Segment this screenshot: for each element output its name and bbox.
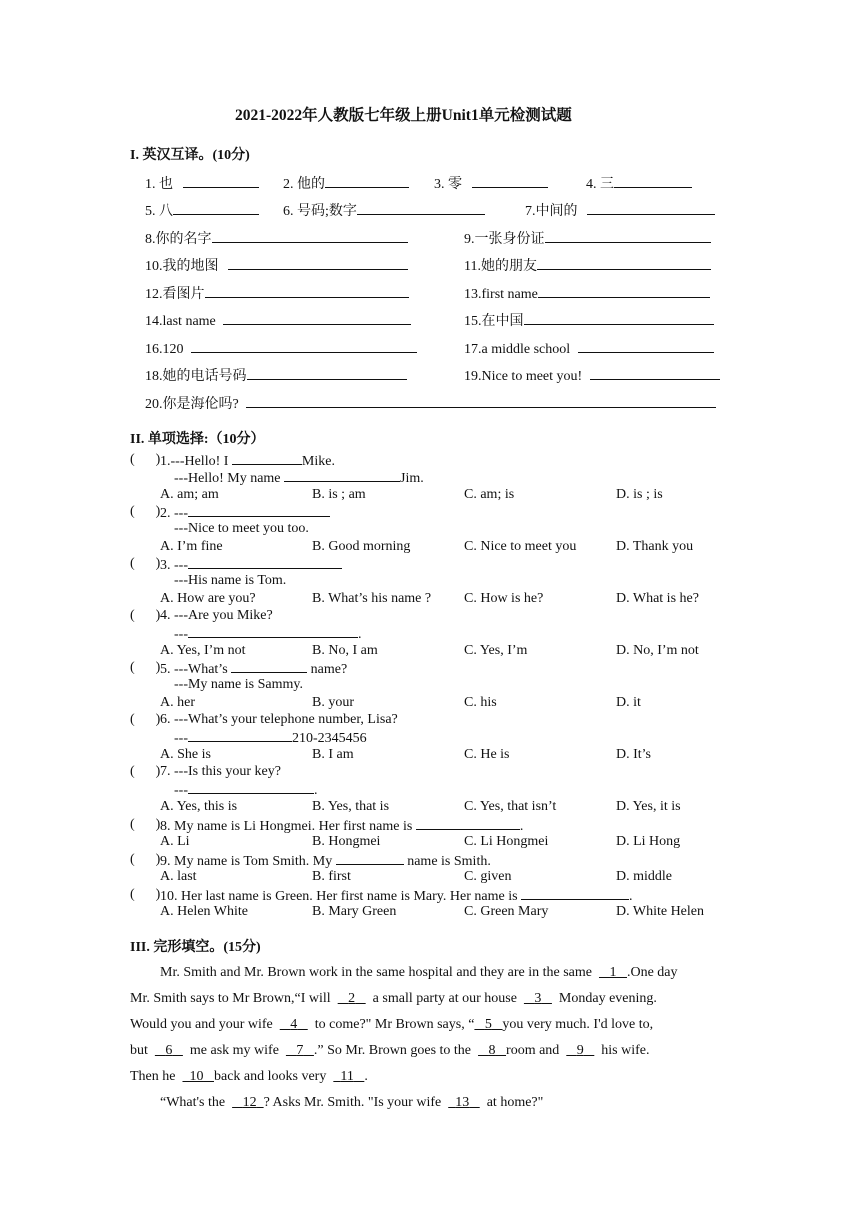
- answer-paren: [130, 816, 160, 833]
- option-a: A. last: [160, 869, 197, 884]
- dialog-text: ---: [174, 627, 188, 642]
- option-d: D. What is he?: [616, 591, 699, 606]
- answer-blank: [188, 780, 314, 794]
- dialog-text: ---My name is Sammy.: [174, 677, 303, 692]
- option-d: D. Thank you: [616, 539, 694, 554]
- vocab-item-1: 1. 也: [145, 174, 259, 193]
- option-c: C. his: [464, 695, 497, 710]
- answer-blank: [284, 468, 400, 482]
- paren-open: (: [130, 712, 135, 727]
- section-1-heading: I. 英汉互译。(10分): [130, 148, 250, 163]
- answer-blank: [232, 451, 302, 465]
- question-dialog-line: [174, 520, 309, 537]
- dialog-text-tail: .: [358, 627, 362, 642]
- paren-close: ): [155, 504, 161, 519]
- cloze-line-6: “What's the 12 ? Asks Mr. Smith. "Is your wife 13 at home?": [160, 1095, 544, 1110]
- vocab-item-12: 12.看图片: [145, 284, 409, 303]
- paren-open: (: [130, 660, 135, 675]
- question-text: 3. ---: [160, 558, 188, 573]
- question-dialog-line: [174, 676, 303, 693]
- cloze-line-5: Then he 10 back and looks very 11 .: [130, 1069, 368, 1084]
- vocab-item-15: 15.在中国: [464, 311, 714, 330]
- vocab-item-13: 13.first name: [464, 284, 710, 303]
- paren-open: (: [130, 764, 135, 779]
- vocab-item-19: 19.Nice to meet you!: [464, 366, 720, 385]
- option-c: C. Yes, that isn’t: [464, 799, 557, 814]
- paren-close: ): [155, 764, 161, 779]
- option-a: A. Yes, this is: [160, 799, 238, 814]
- question-text: 5. ---What’s: [160, 662, 232, 677]
- option-d: D. Yes, it is: [616, 799, 681, 814]
- dialog-text: ---Hello! My name: [174, 471, 285, 486]
- vocab-item-10: 10.我的地图: [145, 256, 408, 275]
- paren-open: (: [130, 504, 135, 519]
- option-b: B. Mary Green: [312, 904, 397, 919]
- answer-paren: [130, 851, 160, 868]
- vocab-item-7: 7.中间的: [525, 201, 715, 220]
- answer-blank: [336, 851, 404, 865]
- vocab-item-20: 20.你是海伦吗?: [145, 394, 716, 413]
- option-c: C. How is he?: [464, 591, 544, 606]
- question-text-tail: name?: [307, 662, 348, 677]
- question-stem: [160, 711, 398, 728]
- paren-open: (: [130, 452, 135, 467]
- option-a: A. Yes, I’m not: [160, 643, 246, 658]
- dialog-text-tail: Jim.: [400, 471, 424, 486]
- paren-open: (: [130, 608, 135, 623]
- answer-paren: [130, 886, 160, 903]
- paren-open: (: [130, 556, 135, 571]
- option-c: C. He is: [464, 747, 510, 762]
- page-title: 2021-2022年人教版七年级上册Unit1单元检测试题: [235, 107, 572, 124]
- option-c: C. Green Mary: [464, 904, 549, 919]
- option-a: A. How are you?: [160, 591, 256, 606]
- paren-close: ): [155, 817, 161, 832]
- answer-blank: [188, 624, 358, 638]
- option-d: D. it: [616, 695, 641, 710]
- vocab-item-6: 6. 号码;数字: [283, 201, 485, 220]
- option-b: B. your: [312, 695, 354, 710]
- option-d: D. middle: [616, 869, 672, 884]
- paren-open: (: [130, 887, 135, 902]
- option-a: A. I’m fine: [160, 539, 223, 554]
- option-a: A. Li: [160, 834, 190, 849]
- option-d: D. Li Hong: [616, 834, 681, 849]
- question-stem: [160, 763, 281, 780]
- answer-paren: [130, 451, 160, 468]
- section-2-heading: II. 单项选择:（10分）: [130, 432, 265, 447]
- question-text: 1.---Hello! I: [160, 454, 232, 469]
- dialog-text-tail: .: [314, 783, 318, 798]
- vocab-item-16: 16.120: [145, 339, 417, 358]
- answer-paren: [130, 503, 160, 520]
- cloze-line-1: Mr. Smith and Mr. Brown work in the same hospital and they are in the same 1 .One day: [160, 965, 678, 980]
- question-dialog-line: [174, 728, 367, 747]
- question-stem: [160, 607, 273, 624]
- vocab-item-5: 5. 八: [145, 201, 259, 220]
- question-dialog-line: [174, 780, 318, 799]
- dialog-text: ---: [174, 731, 188, 746]
- option-b: B. I am: [312, 747, 354, 762]
- question-text: 2. ---: [160, 506, 188, 521]
- question-text-tail: Mike.: [301, 454, 335, 469]
- option-d: D. White Helen: [616, 904, 704, 919]
- option-d: D. It’s: [616, 747, 651, 762]
- paren-close: ): [155, 887, 161, 902]
- option-c: C. Nice to meet you: [464, 539, 577, 554]
- vocab-item-9: 9.一张身份证: [464, 229, 711, 248]
- section-3-heading: III. 完形填空。(15分): [130, 940, 261, 955]
- vocab-item-2: 2. 他的: [283, 174, 409, 193]
- question-text-tail: .: [519, 819, 524, 834]
- question-text: 8. My name is Li Hongmei. Her first name is: [160, 819, 416, 834]
- cloze-line-2: Mr. Smith says to Mr Brown,“I will 2 a small party at our house 3 Monday evening.: [130, 991, 657, 1006]
- vocab-item-17: 17.a middle school: [464, 339, 714, 358]
- question-text-tail: .: [629, 889, 633, 904]
- option-d: D. No, I’m not: [616, 643, 699, 658]
- option-d: D. is ; is: [616, 487, 663, 502]
- question-dialog-line: [174, 572, 286, 589]
- vocab-item-4: 4. 三: [586, 174, 692, 193]
- option-a: A. am; am: [160, 487, 219, 502]
- answer-paren: [130, 711, 160, 728]
- answer-blank: [188, 503, 330, 517]
- dialog-text: ---: [174, 783, 188, 798]
- option-b: B. What’s his name ?: [312, 591, 432, 606]
- question-text: 6. ---What’s your telephone number, Lisa?: [160, 712, 398, 727]
- dialog-text-tail: 210-2345456: [292, 731, 367, 746]
- paren-close: ): [155, 712, 161, 727]
- dialog-text: ---His name is Tom.: [174, 573, 287, 588]
- vocab-item-3: 3. 零: [434, 174, 548, 193]
- vocab-item-14: 14.last name: [145, 311, 411, 330]
- option-b: B. Hongmei: [312, 834, 381, 849]
- paren-close: ): [155, 608, 161, 623]
- vocab-item-8: 8.你的名字: [145, 229, 408, 248]
- answer-blank: [188, 555, 342, 569]
- question-text: 4. ---Are you Mike?: [160, 608, 273, 623]
- cloze-line-4: but 6 me ask my wife 7 .” So Mr. Brown goes to the 8 room and 9 his wife.: [130, 1043, 650, 1058]
- answer-paren: [130, 607, 160, 624]
- option-a: A. Helen White: [160, 904, 248, 919]
- paren-close: ): [155, 852, 161, 867]
- answer-paren: [130, 763, 160, 780]
- answer-paren: [130, 555, 160, 572]
- answer-blank: [188, 728, 292, 742]
- option-c: C. am; is: [464, 487, 515, 502]
- option-b: B. is ; am: [312, 487, 366, 502]
- paren-open: (: [130, 817, 135, 832]
- dialog-text: ---Nice to meet you too.: [174, 521, 309, 536]
- option-a: A. her: [160, 695, 195, 710]
- question-text: 7. ---Is this your key?: [160, 764, 281, 779]
- option-b: B. Good morning: [312, 539, 411, 554]
- question-text-tail: name is Smith.: [403, 854, 491, 869]
- paren-open: (: [130, 852, 135, 867]
- vocab-item-18: 18.她的电话号码: [145, 366, 407, 385]
- answer-blank: [416, 816, 520, 830]
- answer-blank: [231, 659, 307, 673]
- option-c: C. given: [464, 869, 512, 884]
- answer-blank: [521, 886, 629, 900]
- paren-close: ): [155, 452, 161, 467]
- option-c: C. Li Hongmei: [464, 834, 549, 849]
- question-text: 10. Her last name is Green. Her first name is Mary. Her name is: [160, 889, 522, 904]
- option-a: A. She is: [160, 747, 211, 762]
- cloze-line-3: Would you and your wife 4 to come?" Mr Brown says, “ 5 you very much. I'd love to,: [130, 1017, 654, 1032]
- question-text: 9. My name is Tom Smith. My: [160, 854, 336, 869]
- option-b: B. No, I am: [312, 643, 378, 658]
- option-b: B. Yes, that is: [312, 799, 390, 814]
- option-b: B. first: [312, 869, 351, 884]
- answer-paren: [130, 659, 160, 676]
- question-dialog-line: [174, 468, 424, 487]
- option-c: C. Yes, I’m: [464, 643, 528, 658]
- paren-close: ): [155, 660, 161, 675]
- vocab-item-11: 11.她的朋友: [464, 256, 711, 275]
- paren-close: ): [155, 556, 161, 571]
- question-dialog-line: [174, 624, 362, 643]
